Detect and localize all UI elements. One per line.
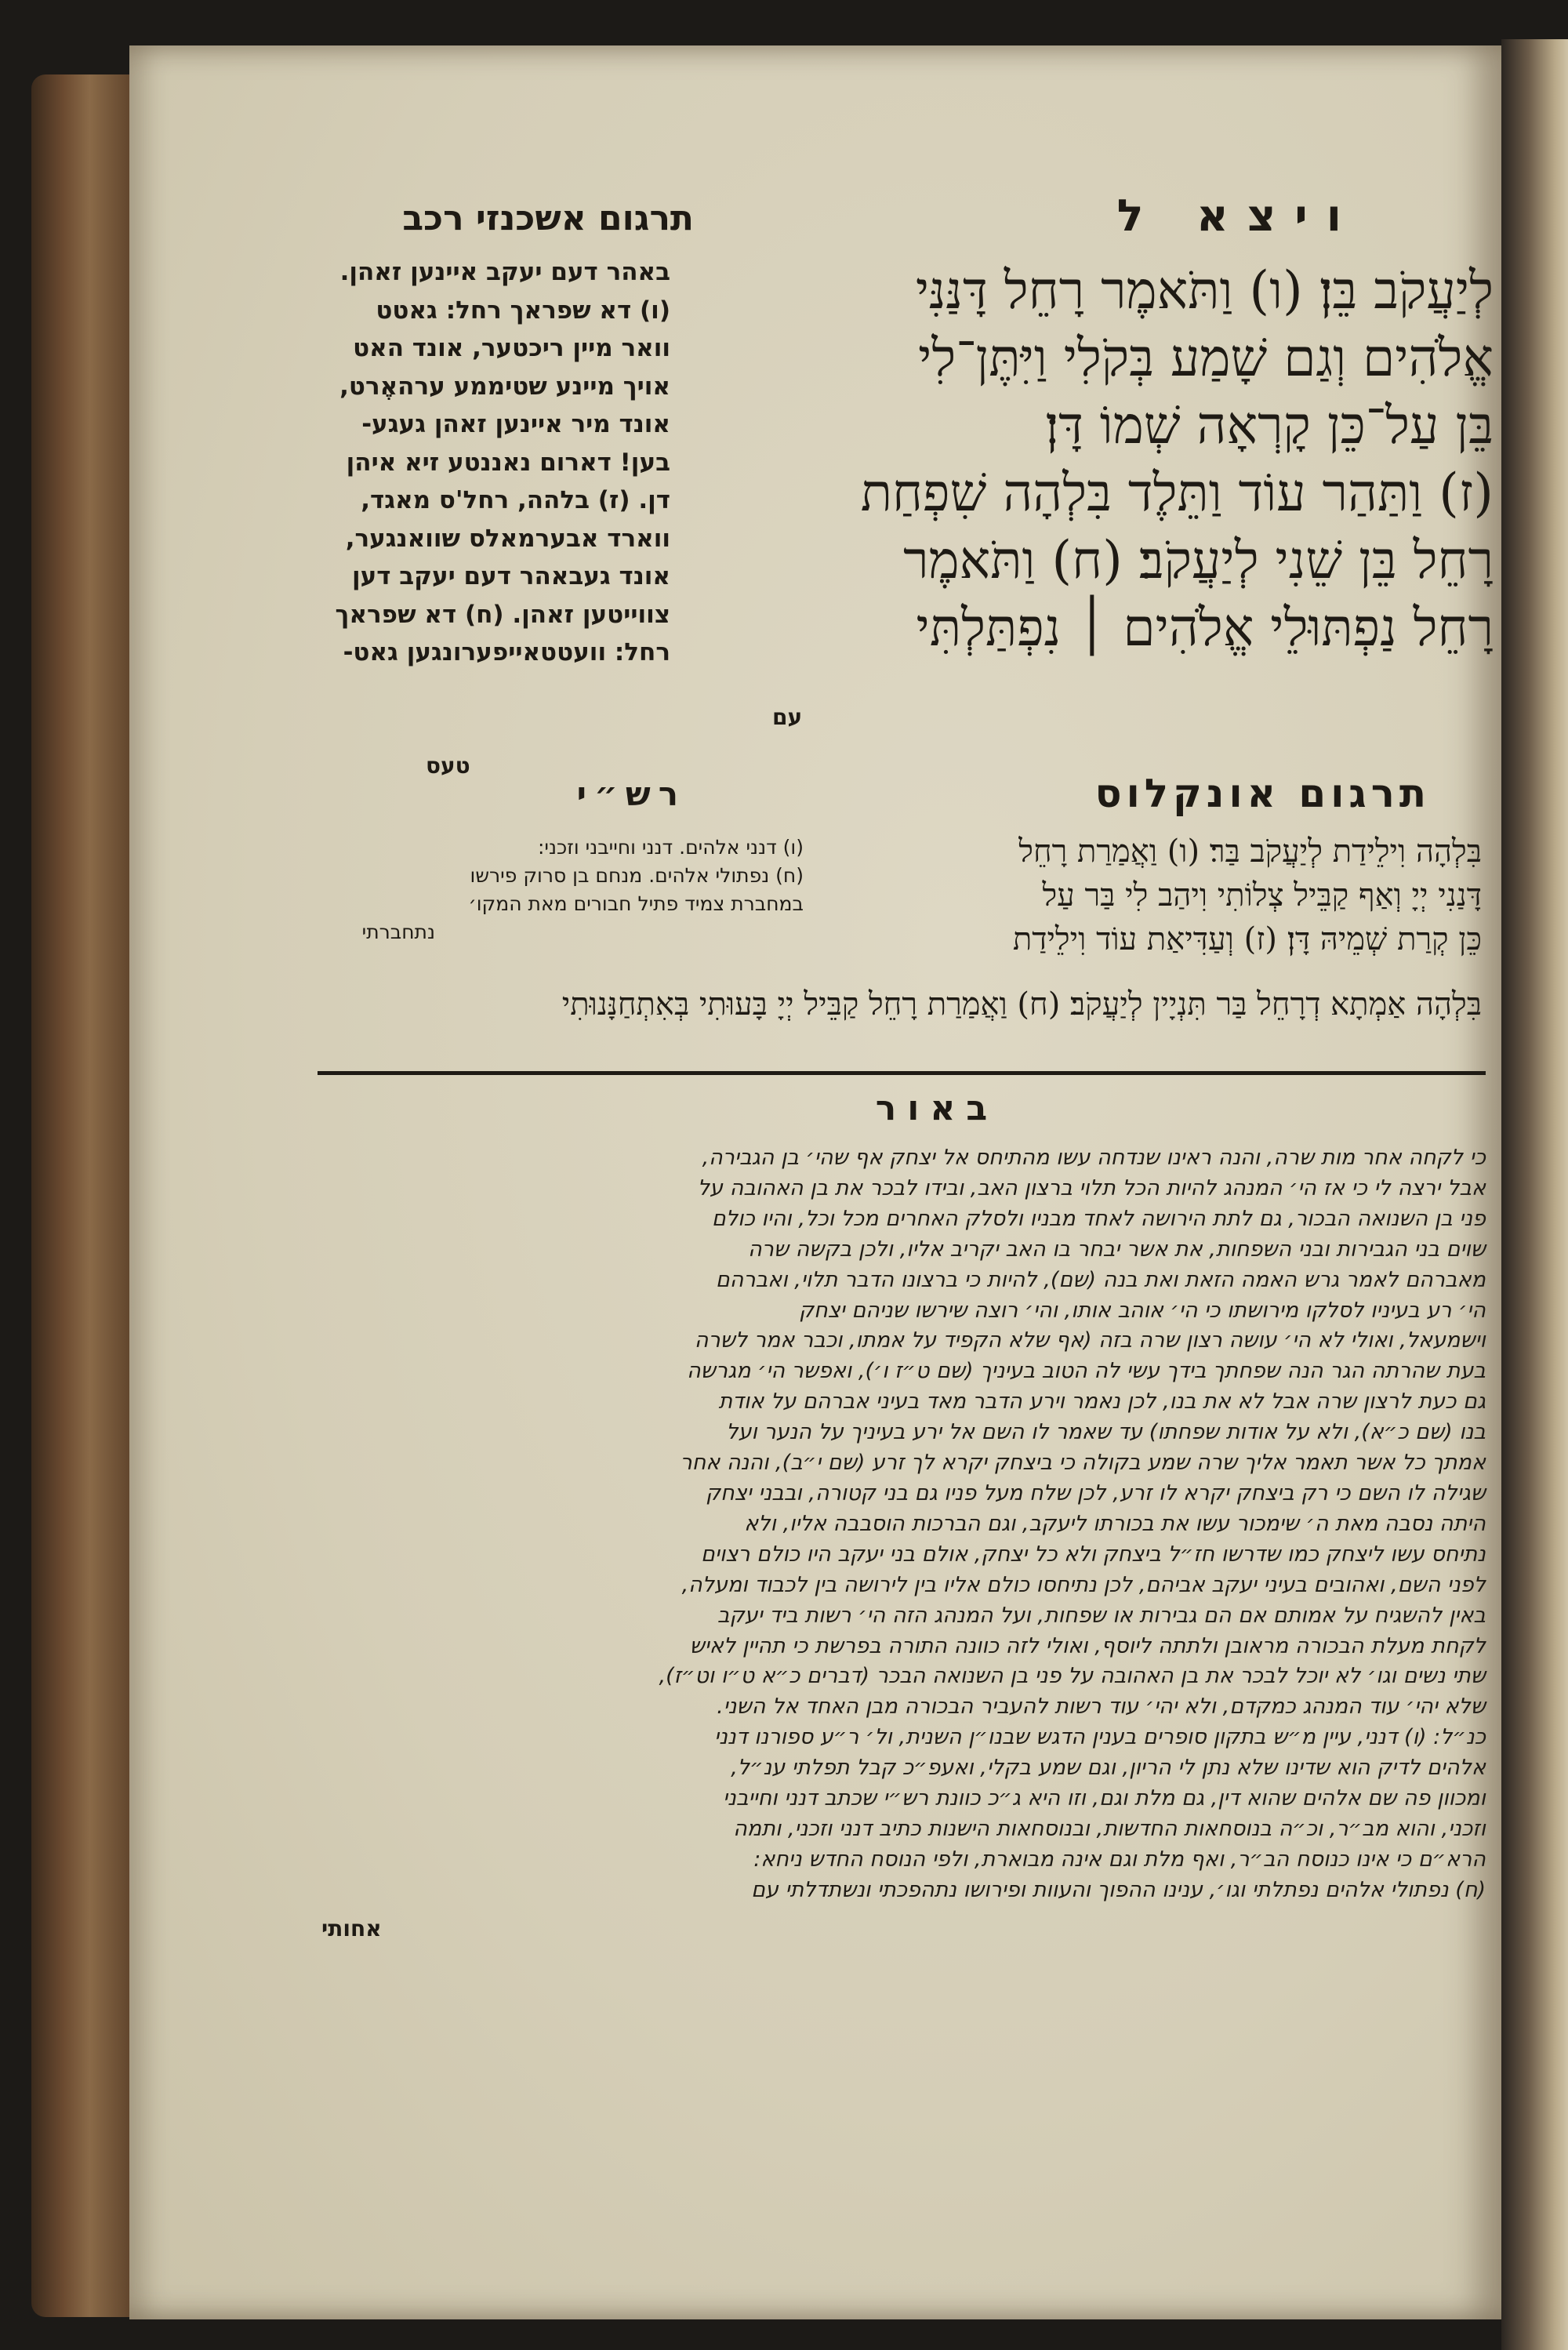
biur-block: [310, 1143, 1486, 1906]
biur-line: וזכני, והוא מב״ר, וכ״ה בנוסחאות החדשות, ובנוסחאות הישנות כתיב דנני וזכני, ותמה: [733, 1816, 1486, 1841]
yiddish-line: (ו) דא שפראך רחל: גאטט: [376, 296, 670, 325]
yiddish-line: אויך מיינע שטיממע ערהאֶרט,: [339, 372, 670, 401]
targum-onkelos-last: [318, 982, 1482, 1026]
yiddish-line: רחל: וועטטאייפערונגען גאט-: [343, 638, 670, 666]
targum-ashkenazi-title: תרגום אשכנזי רכב: [402, 198, 694, 238]
biur-line: כנ״ל: (ו) דנני, עיין מ״ש בתקון סופרים בענין הדגש שבנו״ן השנית, ול׳ ר״ע ספורנו דנני: [714, 1725, 1486, 1750]
yiddish-line: באהר דעם יעקב איינען זאהן.: [339, 258, 670, 286]
targum-onkelos-title: תרגום אונקלוס: [1094, 771, 1431, 816]
rashi-block: [318, 834, 804, 946]
onkelos-line: כֵּן קְרַת שְׁמֵיהּ דָּן׃ (ז) וְעַדִּיאַת עוֹד וִילֵידַת: [1012, 921, 1482, 957]
biur-line: ומכוון פה שם אלהים שהוא דין, גם מלת וגם, וזו היא ג״כ כוונת רש״י שכתב דנני וחייבני: [723, 1786, 1486, 1811]
yiddish-line: ווארד אבערמאלס שוואנגער,: [345, 524, 670, 553]
biur-line: גם כעת לרצון שרה אבל לא את בנו, לכן נאמר וירע הדבר מאד בעיני אברהם על אודת: [718, 1389, 1486, 1415]
biur-line: לקחת מעלת הבכורה מראובן ולתתה ליוסף, ואולי לזה כוונה התורה בפרשת כי תהיין לאיש: [689, 1633, 1486, 1658]
biur-line: בנו (שם כ״א), ולא על אודות שפחתו) עד שאמר לו השם אל ירע בעיניך על הנער ועל: [726, 1420, 1486, 1445]
yiddish-line: אונד געבאהר דעם יעקב דען: [351, 562, 670, 590]
biur-line: אלהים לדיק הוא שדינו שלא נתן לי הריון, וגם שמע בקלי, ואעפ״כ קבל תפלתי ענ״ל,: [731, 1756, 1486, 1781]
rashi-line: (ו) דנני אלהים. דנני וחייבני וזכני:: [537, 836, 804, 859]
section-divider: [318, 1071, 1486, 1075]
biur-line: שתי נשים וגו׳ לא יוכל לבכר את בן האהובה על פני בן השנואה הבכר (דברים כ״א ט״ו וט״ז),: [659, 1664, 1486, 1689]
torah-line: לְיַעֲקֹב בֵּן׃ (ו) וַתֹּאמֶר רָחֵל דָּנַּנִּי: [915, 260, 1494, 321]
onkelos-line: דָּנַנִי יְיָ וְאַף קַבֵּיל צְלוֹתִי וִיהַב לִי בַּר עַל: [1042, 877, 1482, 913]
rashi-line: (ח) נפתולי אלהים. מנחם בן סרוק פירשו: [470, 864, 804, 887]
biur-line: הי׳ רע בעיניו לסלקו מירושתו כי הי׳ אוהב אותו, והי׳ רוצה שירשו שניהם יצחק: [798, 1298, 1486, 1323]
rashi-line: נתחברתי: [361, 921, 435, 943]
biur-line: שוים בני הגבירות ובני השפחות, את אשר יבחר בו האב יקריב אליו, ולכן בקשה שרה: [748, 1237, 1486, 1262]
biur-line: הרא״ם כי אינו כנוסח הב״ר, ואף מלת וגם אינה מבוארת, ולפי הנוסח החדש ניחא:: [753, 1847, 1486, 1872]
book-page: [129, 45, 1501, 2319]
facing-page-edge: [1501, 39, 1568, 2350]
torah-text-block: [710, 257, 1494, 662]
biur-line: בעת שהרתה הגר הנה שפחתך בידך עשי לה הטוב בעיניך (שם ט״ז ו׳), ואפשר הי׳ מגרשה: [687, 1359, 1486, 1384]
torah-line: אֱלֹהִים וְגַם שָׁמַע בְּקֹלִי וַיִּתֶּן־לִי: [918, 328, 1494, 388]
biur-line: היתה נסבה מאת ה׳ שימכור עשו את בכורתו ליעקב, וגם הברכות הוסבבה אליו, ולא: [744, 1511, 1486, 1536]
torah-section-title: ויצא ל: [1116, 191, 1360, 242]
biur-title: באור: [875, 1088, 999, 1128]
biur-line: שגילה לו השם כי רק ביצחק יקרא לו זרע, לכן שלח מעל פניו גם בני קטורה, ובבני יצחק: [705, 1480, 1486, 1506]
biur-line: (ח) נפתולי אלהים נפתלתי וגו׳, ענינו ההפוך והעוות ופירושו נתהפכתי ונשתדלתי עם: [751, 1877, 1486, 1902]
biur-line: נתיחס עשו ליצחק כמו שדרשו חז״ל ביצחק ולא כל יצחק, אולם בני יעקב היו כולם רצוים: [701, 1542, 1486, 1567]
yiddish-translation-block: [306, 253, 670, 672]
rashi-title: רש״י: [576, 775, 686, 813]
torah-line: רָחֵל בֵּן שֵׁנִי לְיַעֲקֹב׃ (ח) וַתֹּאמֶר: [903, 530, 1494, 590]
torah-line: בֵּן עַל־כֵּן קָרְאָה שְׁמוֹ דָּן׃: [1045, 395, 1494, 456]
yiddish-line: וואר מיין ריכטער, אונד האט: [353, 334, 670, 362]
biur-line: אבל ירצה לי כי אז הי׳ המנהג להיות הכל תלוי ברצון האב, ובידו לבכר את בן האהובה על: [697, 1175, 1486, 1200]
biur-line: באין להשגיח על אמותם אם הם גבירות או שפחות, ועל המנהג הזה הי׳ רשות ביד יעקב: [717, 1603, 1486, 1628]
yiddish-line: אונד מיר איינען זאהן געגע-: [361, 410, 670, 438]
torah-catchword: עם: [772, 704, 803, 730]
torah-line: (ז) וַתַּהַר עוֹד וַתֵּלֶד בִּלְהָה שִׁפְחַת: [860, 463, 1494, 523]
biur-line: מאברהם לאמר גרש האמה הזאת ואת בנה (שם), להיות כי ברצונו הדבר תלוי, ואברהם: [715, 1267, 1486, 1292]
biur-line: כי לקחה אחר מות שרה, והנה ראינו שנדחה עשו מהתיחס אל יצחק אף שהי׳ בן הגבירה,: [702, 1146, 1486, 1170]
yiddish-catchword: טעס: [426, 753, 470, 779]
book-spine-edge: [31, 74, 137, 2317]
biur-line: אמתך כל אשר תאמר אליך שרה שמע בקולה כי ביצחק יקרא לך זרע (שם י״ב), והנה אחר: [680, 1451, 1486, 1476]
onkelos-line: בִּלְהָה וִילֵידַת לְיַעֲקֹב בַּר׃ (ו) וַאֲמַרַת רָחֵל: [1018, 834, 1482, 870]
yiddish-line: בען! דארום נאננטע זיא איהן: [346, 448, 670, 477]
biur-line: שלא יהי׳ עוד המנהג כמקדם, ולא יהי׳ עוד רשות להעביר הבכורה מבן האחד אל השני.: [717, 1694, 1486, 1720]
torah-line: רָחֵל נַפְתּוּלֵי אֱלֹהִים ׀ נִפְתַּלְתִּי: [916, 597, 1494, 658]
rashi-line: במחברת צמיד פתיל חבורים מאת המקו׳: [468, 892, 804, 915]
biur-catchword: אחותי: [321, 1916, 382, 1941]
biur-line: וישמעאל, ואולי לא הי׳ עושה רצון שרה בזה (אף שלא הקפיד על אמתו, וכבר אמר לשרה: [694, 1328, 1486, 1353]
onkelos-line: בִּלְהָה אַמְתָא דְרָחֵל בַּר תִּנְיָין לְיַעֲקֹב׃ (ח) וַאֲמַרַת רָחֵל קַבֵּיל יְיָ בָּעוּתִי בְּאִתְחַנָּנוּתִי: [561, 986, 1482, 1022]
yiddish-line: צווייטען זאהן. (ח) דא שפראך: [335, 600, 670, 629]
yiddish-line: דן. (ז) בלהה, רחל'ס מאגד,: [361, 486, 670, 514]
biur-line: לפני השם, ואהובים בעיני יעקב אביהם, לכן נתיחסו כולם אליו בין לירושה בין לכבוד ומעלה,: [681, 1572, 1486, 1597]
biur-line: פני בן השנואה הבכור, גם לתת הירושה לאחד מבניו ולסלק האחרים מכל וכל, והיו כולם: [711, 1206, 1486, 1231]
